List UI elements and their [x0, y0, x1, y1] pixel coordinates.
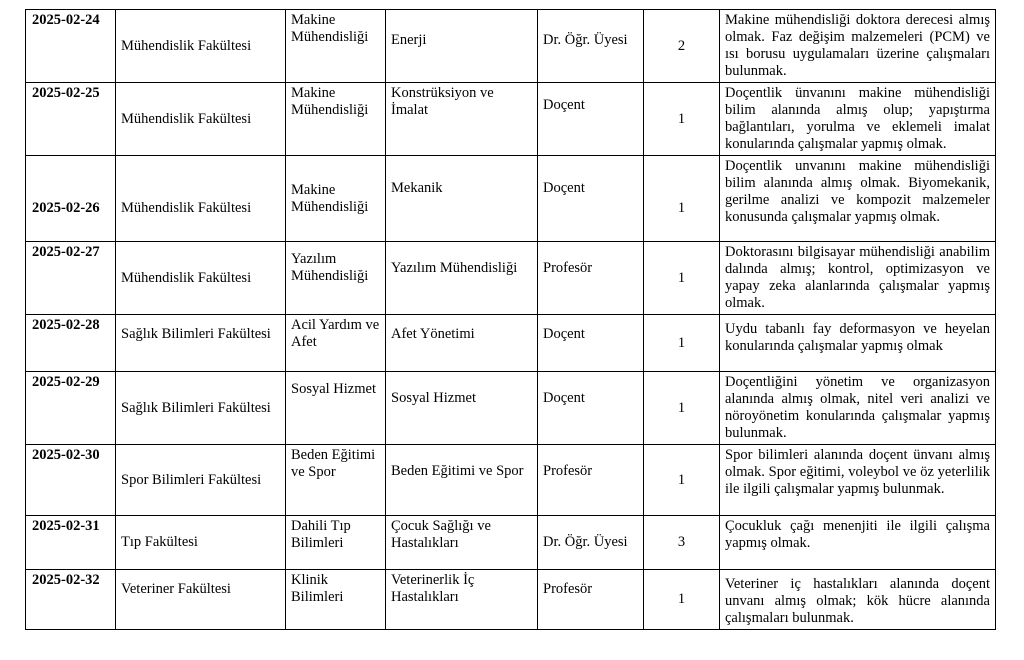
cell-id: 2025-02-25	[26, 83, 116, 156]
cell-id: 2025-02-29	[26, 372, 116, 445]
cell-count: 1	[644, 372, 720, 445]
cell-requirement: Spor bilimleri alanında doçent ünvanı almış olmak. Spor eğitimi, voleybol ve öz yeterlilik ile ilgili çalışmalar yapmış bulunmak.	[720, 445, 996, 516]
cell-count: 2	[644, 10, 720, 83]
cell-count: 3	[644, 516, 720, 570]
cell-department: Yazılım Mühendisliği	[286, 242, 386, 315]
cell-field: Veterinerlik İç Hastalıkları	[386, 570, 538, 630]
cell-field: Mekanik	[386, 156, 538, 242]
cell-id: 2025-02-27	[26, 242, 116, 315]
cell-id: 2025-02-32	[26, 570, 116, 630]
cell-title: Profesör	[538, 570, 644, 630]
table-row	[26, 10, 996, 83]
cell-field: Enerji	[386, 10, 538, 83]
cell-count: 1	[644, 83, 720, 156]
cell-faculty: Mühendislik Fakültesi	[116, 83, 286, 156]
cell-field: Beden Eğitimi ve Spor	[386, 445, 538, 516]
cell-title: Dr. Öğr. Üyesi	[538, 516, 644, 570]
cell-field: Çocuk Sağlığı ve Hastalıkları	[386, 516, 538, 570]
cell-faculty: Mühendislik Fakültesi	[116, 242, 286, 315]
cell-requirement: Doçentlik unvanını makine mühendisliği bilim alanında almış olmak. Biyomekanik, gerilme analizi ve kompozit malzemeler konusunda çalışmalar yapmış olmak.	[720, 156, 996, 242]
cell-id: 2025-02-24	[26, 10, 116, 83]
table-row	[26, 372, 996, 445]
cell-faculty: Sağlık Bilimleri Fakültesi	[116, 315, 286, 372]
cell-count: 1	[644, 315, 720, 372]
cell-department: Makine Mühendisliği	[286, 83, 386, 156]
cell-department: Makine Mühendisliği	[286, 10, 386, 83]
cell-title: Doçent	[538, 315, 644, 372]
cell-id: 2025-02-28	[26, 315, 116, 372]
cell-department: Klinik Bilimleri	[286, 570, 386, 630]
cell-department: Makine Mühendisliği	[286, 156, 386, 242]
table-row	[26, 315, 996, 372]
cell-requirement: Uydu tabanlı fay deformasyon ve heyelan konularında çalışmalar yapmış olmak	[720, 315, 996, 372]
table-body	[26, 10, 996, 630]
cell-id: 2025-02-26	[26, 156, 116, 242]
cell-count: 1	[644, 445, 720, 516]
table-row	[26, 83, 996, 156]
cell-title: Doçent	[538, 156, 644, 242]
cell-count: 1	[644, 156, 720, 242]
cell-requirement: Makine mühendisliği doktora derecesi almış olmak. Faz değişim malzemeleri (PCM) ve ısı borusu uygulamaları üzerine çalışmaları bulunmak.	[720, 10, 996, 83]
cell-id: 2025-02-31	[26, 516, 116, 570]
cell-faculty: Mühendislik Fakültesi	[116, 10, 286, 83]
cell-title: Profesör	[538, 445, 644, 516]
cell-requirement: Doçentliğini yönetim ve organizasyon alanında almış olmak, nitel veri analizi ve nöroyönetim konularında çalışmalar yapmış bulunmak.	[720, 372, 996, 445]
table-row	[26, 570, 996, 630]
cell-count: 1	[644, 570, 720, 630]
cell-faculty: Veteriner Fakültesi	[116, 570, 286, 630]
cell-department: Acil Yardım ve Afet	[286, 315, 386, 372]
cell-requirement: Çocukluk çağı menenjiti ile ilgili çalışma yapmış olmak.	[720, 516, 996, 570]
cell-faculty: Sağlık Bilimleri Fakültesi	[116, 372, 286, 445]
cell-department: Dahili Tıp Bilimleri	[286, 516, 386, 570]
cell-field: Sosyal Hizmet	[386, 372, 538, 445]
cell-field: Afet Yönetimi	[386, 315, 538, 372]
cell-field: Yazılım Mühendisliği	[386, 242, 538, 315]
cell-title: Dr. Öğr. Üyesi	[538, 10, 644, 83]
cell-faculty: Tıp Fakültesi	[116, 516, 286, 570]
table-row	[26, 156, 996, 242]
table-row	[26, 445, 996, 516]
cell-requirement: Doktorasını bilgisayar mühendisliği anabilim dalında almış; kontrol, optimizasyon ve yapay zeka alanlarında çalışmalar yapmış olmak.	[720, 242, 996, 315]
cell-title: Doçent	[538, 83, 644, 156]
cell-faculty: Spor Bilimleri Fakültesi	[116, 445, 286, 516]
cell-requirement: Doçentlik ünvanını makine mühendisliği bilim alanında almış olup; yapıştırma bağlantıları, yorulma ve eklemeli imalat konularında çalışmalar yapmış olmak.	[720, 83, 996, 156]
table-row	[26, 516, 996, 570]
cell-title: Profesör	[538, 242, 644, 315]
cell-requirement: Veteriner iç hastalıkları alanında doçent unvanı almış olmak; kök hücre alanında çalışmaları bulunmak.	[720, 570, 996, 630]
cell-department: Beden Eğitimi ve Spor	[286, 445, 386, 516]
cell-title: Doçent	[538, 372, 644, 445]
table-row	[26, 242, 996, 315]
positions-table	[25, 9, 996, 630]
cell-faculty: Mühendislik Fakültesi	[116, 156, 286, 242]
cell-id: 2025-02-30	[26, 445, 116, 516]
cell-department: Sosyal Hizmet	[286, 372, 386, 445]
cell-count: 1	[644, 242, 720, 315]
cell-field: Konstrüksiyon ve İmalat	[386, 83, 538, 156]
